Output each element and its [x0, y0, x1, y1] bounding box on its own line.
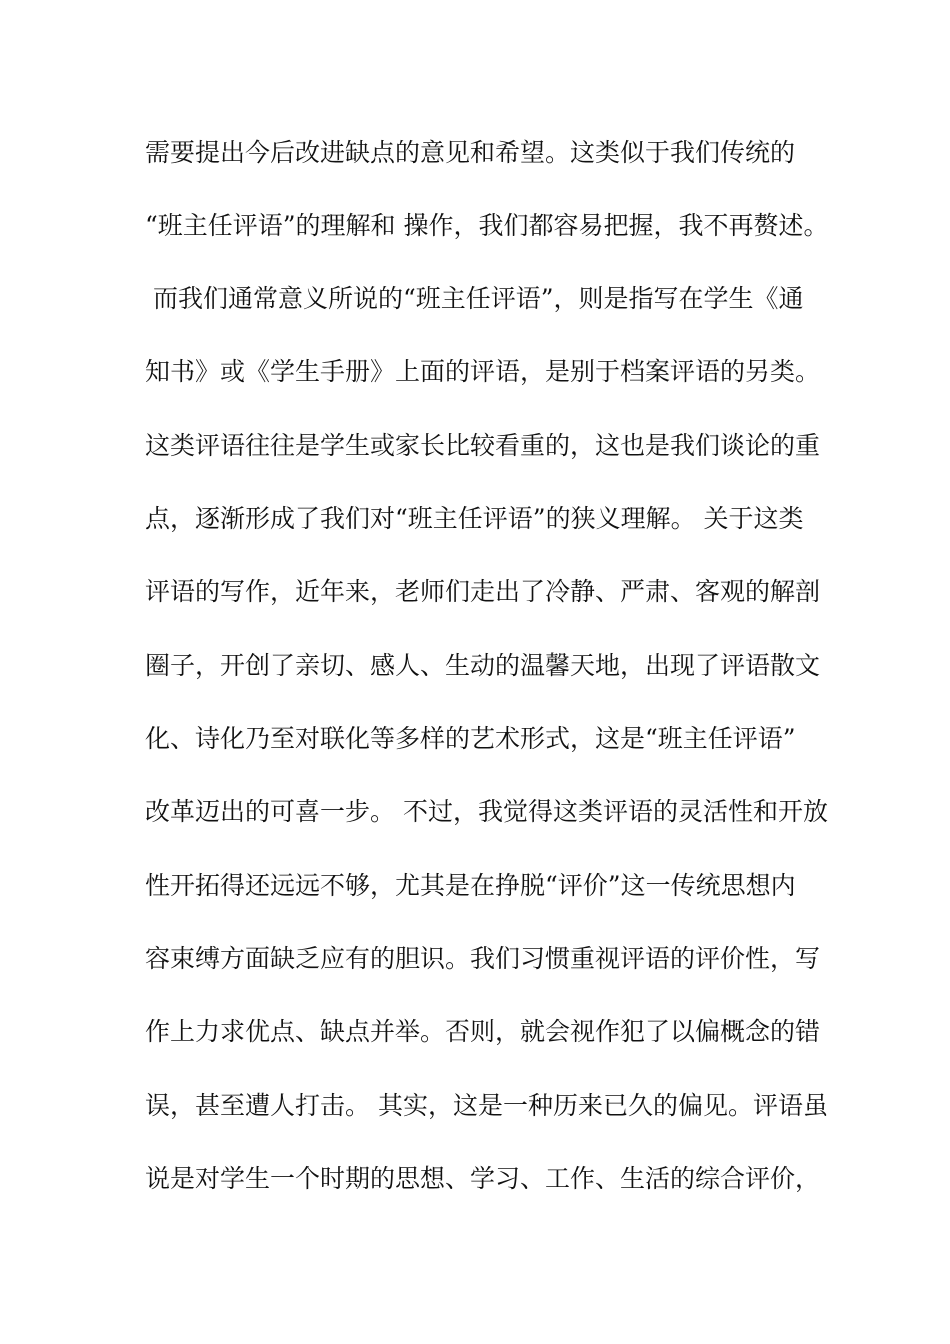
paragraph-line: 评语的写作，近年来，老师们走出了冷静、严肃、客观的解剖	[145, 577, 821, 606]
paragraph-line: 改革迈出的可喜一步。 不过，我觉得这类评语的灵活性和开放	[145, 797, 828, 826]
paragraph-line: 知书》或《学生手册》上面的评语，是别于档案评语的另类。	[145, 357, 821, 386]
paragraph-line: 说是对学生一个时期的思想、学习、工作、生活的综合评价，	[145, 1164, 821, 1193]
paragraph-line: 性开拓得还远远不够，尤其是在挣脱“评价”这一传统思想内	[145, 871, 796, 900]
paragraph-line: 这类评语往往是学生或家长比较看重的，这也是我们谈论的重	[145, 431, 821, 460]
paragraph-line: 作上力求优点、缺点并举。否则，就会视作犯了以偏概念的错	[145, 1017, 821, 1046]
paragraph-line: 而我们通常意义所说的“班主任评语”，则是指写在学生《通	[145, 284, 804, 313]
paragraph-line: 点，逐渐形成了我们对“班主任评语”的狭义理解。 关于这类	[145, 504, 804, 533]
paragraph-line: 圈子，开创了亲切、感人、生动的温馨天地，出现了评语散文	[145, 651, 821, 680]
paragraph-line: “班主任评语”的理解和 操作，我们都容易把握，我不再赘述。	[145, 211, 829, 240]
paragraph-line: 化、诗化乃至对联化等多样的艺术形式，这是“班主任评语”	[145, 724, 796, 753]
paragraph-line: 误，甚至遭人打击。 其实，这是一种历来已久的偏见。评语虽	[145, 1091, 828, 1120]
paragraph-line: 需要提出今后改进缺点的意见和希望。这类似于我们传统的	[145, 138, 796, 167]
paragraph-line: 容束缚方面缺乏应有的胆识。我们习惯重视评语的评价性，写	[145, 944, 821, 973]
